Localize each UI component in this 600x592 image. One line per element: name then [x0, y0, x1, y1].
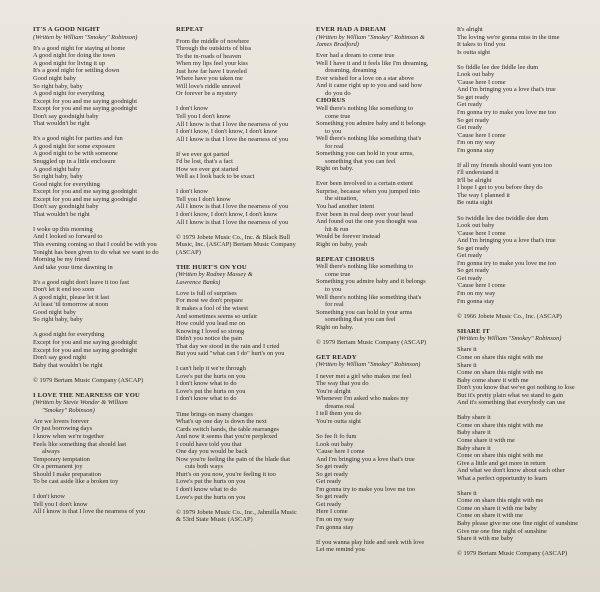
- lyric-line: A good night baby: [33, 165, 81, 173]
- lyric-line: to you: [325, 127, 342, 135]
- lyric-line: And I'm bringing you a love that's true: [457, 86, 556, 94]
- lyric-line: Love's put the hurts on you: [176, 478, 246, 486]
- lyric-line: Surprise, because when you jumped into: [316, 187, 420, 195]
- lyric-line: for real: [325, 142, 344, 150]
- verse: [457, 490, 597, 543]
- lyric-line: I don't know, I don't know, I don't know: [176, 210, 278, 218]
- lyric-line: How could you lead me on: [176, 320, 246, 328]
- song-credit: (Written by William "Smokey" Robinson &: [316, 33, 425, 41]
- lyric-line: Love's put the hurts on you: [176, 372, 246, 380]
- lyric-line: Feels like something that should last: [33, 440, 127, 448]
- lyric-line: You're outta sight: [316, 417, 361, 425]
- lyric-line: And it came right up to you and said how: [316, 82, 422, 90]
- lyric-line: something that you can feel: [325, 316, 396, 324]
- verse: [33, 226, 173, 271]
- lyric-line: I could have told you that: [176, 440, 242, 448]
- lyric-line: Share it: [457, 346, 477, 354]
- lyric-line: So fee fi fo fum: [316, 433, 357, 440]
- lyric-line: If we ever got parted: [176, 150, 230, 158]
- lyric-line: Or forever be a mystery: [176, 90, 238, 98]
- lyrics-column-3: [316, 26, 456, 554]
- lyric-line: At least 'til tomorrow at noon: [33, 301, 109, 309]
- lyric-line: Right on baby, yeah: [316, 240, 368, 248]
- lyric-line: Come share it with me: [457, 437, 515, 444]
- lyric-line: Or just borrowing days: [33, 425, 93, 433]
- lyric-line: Come on share it with me: [457, 512, 523, 520]
- lyric-line: I'm on my way: [316, 516, 355, 524]
- lyric-line: I don't know: [176, 105, 209, 113]
- lyric-line: Well there's nothing like something that's: [316, 135, 422, 143]
- lyric-line: But it's pretty plain what we stand to gain: [457, 391, 564, 399]
- lyric-line: come true: [325, 270, 351, 278]
- lyric-line: It'll be alright: [457, 176, 492, 184]
- lyric-line: This evening coming so that I could be with you: [33, 240, 157, 248]
- copyright-line: © 1979 Jobete Music Co., Inc. & Black Bull: [176, 233, 291, 241]
- lyric-line: Well as I look back to be exact: [176, 173, 255, 181]
- lyric-line: Get ready: [457, 124, 483, 132]
- lyric-line: It's a good night for settling down: [33, 67, 120, 75]
- section-heading: CHORUS: [316, 97, 346, 105]
- lyric-line: Or a permanent joy: [33, 463, 83, 471]
- verse: [33, 493, 173, 516]
- lyric-line: That day we stood in the rain and I cried: [176, 342, 280, 350]
- lyric-line: Temporary temptation: [33, 455, 90, 463]
- verse: [33, 279, 173, 324]
- copyright-line: Music, Inc. (ASCAP) Bertam Music Company: [176, 241, 296, 249]
- lyric-line: I don't know what to do: [176, 380, 237, 388]
- lyric-line: Come on share this night with me: [457, 354, 544, 362]
- lyric-line: the situation,: [325, 195, 359, 203]
- lyric-line: Tonight has been given to do what we want to do: [33, 248, 159, 256]
- lyric-line: So get ready: [316, 463, 348, 471]
- lyric-line: Don't you know that we've got nothing to lose: [457, 384, 575, 392]
- song-credit: (Written by Rodney Massey &: [176, 271, 253, 279]
- lyric-line: 'Cause here I come: [457, 229, 506, 237]
- lyric-line: Get ready: [316, 500, 342, 508]
- lyric-line: Get ready: [316, 478, 342, 486]
- verse: [457, 26, 597, 56]
- lyric-line: come true: [325, 112, 351, 120]
- lyric-line: dreams real: [325, 402, 355, 410]
- lyric-line: One day you would be back: [176, 448, 248, 456]
- lyric-line: I don't know, I don't know, I don't know: [176, 128, 278, 136]
- lyric-line: Share it: [457, 489, 477, 497]
- lyric-line: Don't say goodnight baby: [33, 112, 99, 120]
- lyric-line: Get ready: [457, 274, 483, 282]
- song-title: GET READY: [316, 353, 357, 361]
- lyric-line: Get ready: [457, 252, 483, 260]
- lyric-line: I don't know: [176, 188, 209, 196]
- lyric-line: Knowing I loved so strong: [176, 327, 245, 335]
- lyric-line: I never met a girl who makes me feel: [316, 372, 412, 380]
- song-credit: "Smokey" Robinson): [42, 406, 95, 414]
- lyric-line: Didn't you notice the pain: [176, 335, 243, 343]
- verse: [176, 151, 316, 181]
- lyric-line: Right on baby.: [316, 323, 354, 331]
- lyric-line: It's a good night for parties and fun: [33, 135, 123, 143]
- verse: [316, 539, 456, 554]
- lyric-line: A good night for doing the town: [33, 52, 116, 60]
- song-title: THE HURT'S ON YOU: [176, 263, 247, 271]
- lyric-line: And sometimes seems so unfair: [176, 312, 258, 320]
- verse: [176, 365, 316, 403]
- lyric-line: A good night for some exposure: [33, 142, 116, 150]
- lyric-line: for real: [325, 301, 344, 309]
- lyric-line: And what we don't know about each other: [457, 467, 565, 475]
- lyric-line: Something you can hold in your arms,: [316, 150, 414, 158]
- verse: [33, 331, 173, 369]
- song-title: IT'S A GOOD NIGHT: [33, 26, 100, 33]
- lyric-line: Look out baby: [457, 222, 495, 230]
- lyric-line: If you wanna play hide and seek with love: [316, 538, 425, 546]
- lyric-line: Well I have it and it feels like I'm dreaming,: [316, 59, 429, 67]
- verse: [33, 45, 173, 128]
- lyric-line: cuts both ways: [185, 463, 223, 471]
- lyric-line: And found out the one you thought was: [316, 218, 418, 226]
- verse: [457, 64, 597, 155]
- lyric-line: I'm gonna try to make you love me too: [316, 485, 416, 493]
- lyric-line: Share it with me baby: [457, 535, 514, 543]
- lyric-line: Would be forever instead: [316, 233, 381, 241]
- lyric-line: It's alright: [457, 26, 483, 33]
- lyric-line: Give a little and get more in return: [457, 459, 546, 467]
- lyric-line: Ever been in real deep over your head: [316, 210, 414, 218]
- verse: [176, 38, 316, 98]
- lyric-line: Baby share it: [457, 444, 491, 452]
- lyric-line: That wouldn't be right: [33, 210, 90, 218]
- lyric-line: Good night baby: [33, 308, 76, 316]
- lyric-line: Will love's riddle unravel: [176, 82, 241, 90]
- copyright-notice: [176, 509, 316, 524]
- lyric-line: hit & run: [325, 225, 349, 233]
- lyric-line: For most we don't prepare: [176, 297, 243, 305]
- lyric-line: Morning be my friend: [33, 256, 90, 264]
- lyric-line: So right baby, baby: [33, 173, 83, 181]
- lyric-line: All I know is that I love the nearness of you: [176, 203, 289, 211]
- verse: [316, 180, 456, 248]
- lyric-line: Give me one fine night of sunshine: [457, 527, 547, 535]
- song-credit: (Written by William "Smokey" Robinson): [316, 361, 421, 369]
- lyric-line: What a perfect opportunity to learn: [457, 474, 547, 482]
- lyric-line: A good night for everything: [33, 331, 105, 339]
- lyric-line: Come on share this night with me: [457, 421, 544, 429]
- lyric-line: I hope I get to you before they do: [457, 184, 543, 192]
- lyric-line: Cards switch hands, the table rearranges: [176, 425, 279, 433]
- lyric-line: The way that you do: [316, 380, 369, 388]
- lyric-line: Something you admire baby and it belongs: [316, 120, 426, 128]
- lyric-line: That wouldn't be right: [33, 120, 90, 128]
- verse: [33, 135, 173, 218]
- lyric-line: Get ready: [457, 101, 483, 109]
- lyric-line: You're alright: [316, 387, 351, 395]
- lyric-line: So right baby, baby: [33, 82, 83, 90]
- verse: [176, 105, 316, 143]
- lyric-line: Tell you I don't know: [176, 112, 231, 120]
- lyric-line: Ever had a dream to come true: [316, 52, 395, 60]
- song-credit: Lawrence Banks): [176, 278, 221, 286]
- copyright-line: © 1979 Jobete Music Co., Inc., Jahmilla Music: [176, 508, 297, 516]
- lyric-line: Right on baby.: [316, 165, 354, 173]
- lyric-line: I'm gonna stay: [457, 146, 495, 154]
- lyric-line: 'Cause here I come: [457, 131, 506, 139]
- lyric-line: I'm gonna stay: [316, 523, 354, 531]
- lyric-line: Come on share this night with me: [457, 452, 544, 460]
- lyric-line: Except for you and me saying goodnight: [33, 97, 138, 105]
- lyric-line: do you do: [325, 89, 351, 97]
- song-credit: (Written by William "Smokey" Robinson): [33, 33, 138, 41]
- lyric-line: I don't know: [33, 493, 66, 501]
- lyric-line: Love's put the hurts on you: [176, 493, 246, 501]
- lyric-line: 'Cause here I come: [457, 78, 506, 86]
- lyric-line: And I looked so forward to: [33, 233, 103, 241]
- lyric-line: So get ready: [457, 244, 489, 252]
- lyric-line: Be outta sight: [457, 199, 493, 207]
- copyright-notice: © 1979 Bertam Music Company (ASCAP): [316, 338, 427, 346]
- lyric-line: Are we lovers forever: [33, 417, 89, 425]
- lyric-line: Tell you I don't know: [33, 500, 88, 508]
- lyric-line: A good night to be with someone: [33, 150, 118, 158]
- lyric-line: something that you can feel: [325, 157, 396, 165]
- verse: [316, 373, 456, 426]
- lyric-line: And take your time dawning in: [33, 263, 113, 271]
- verse: [316, 52, 456, 97]
- lyric-line: Love is full of surprises: [176, 289, 237, 297]
- lyric-line: Love's put the hurts on you: [176, 387, 246, 395]
- lyric-line: Come on share it with me baby: [457, 504, 537, 512]
- lyric-line: I tell them you do: [316, 410, 362, 418]
- lyric-line: Come on share this night with me: [457, 497, 544, 505]
- copyright-notice: © 1979 Bertam Music Company (ASCAP): [33, 376, 144, 384]
- lyric-line: To be cast aside like a broken toy: [33, 478, 119, 486]
- song-title: I LOVE THE NEARNESS OF YOU: [33, 391, 140, 399]
- lyric-line: So get ready: [457, 93, 489, 101]
- chorus: [316, 105, 456, 173]
- lyric-line: Snuggled up in a little enclosure: [33, 158, 116, 165]
- lyric-line: Except for you and me saying goodnight: [33, 188, 138, 196]
- lyric-line: So get ready: [457, 116, 489, 124]
- lyric-line: Whenever I'm asked who makes my: [316, 395, 409, 403]
- lyric-line: So right baby, baby: [33, 316, 83, 324]
- lyric-line: If all my friends should want you too: [457, 161, 552, 169]
- verse: [316, 433, 456, 531]
- copyright-notice: [176, 234, 316, 257]
- lyric-line: Good night for everything: [33, 180, 100, 188]
- lyric-line: But you said "what can I do" hurt's on you: [176, 350, 285, 358]
- lyric-line: Good night baby: [33, 75, 76, 83]
- lyric-line: A good night, please let it last: [33, 293, 110, 301]
- lyric-line: I'm gonna stay: [457, 297, 495, 305]
- lyric-line: A good night for everything: [33, 90, 105, 98]
- lyric-line: What's up one day is down the next: [176, 418, 267, 426]
- lyric-line: So get ready: [316, 470, 348, 478]
- lyrics-column-4: [457, 26, 597, 558]
- lyric-line: And I'm bringing you a love that's true: [316, 455, 415, 463]
- lyric-line: Baby please give me one fine night of sunshine: [457, 519, 579, 527]
- lyric-line: All I know is that I love the nearness of you: [176, 135, 289, 143]
- lyric-line: To the in-roads of heaven: [176, 52, 242, 60]
- lyric-line: Here I come: [316, 508, 348, 516]
- verse: [33, 418, 173, 486]
- lyric-line: Look out baby: [316, 440, 354, 448]
- lyric-line: I'm on my way: [457, 139, 496, 147]
- lyric-line: And I'm bringing you a love that's true: [457, 237, 556, 245]
- lyric-line: Except for you and me saying goodnight: [33, 346, 138, 354]
- lyric-line: Tell you I don't know: [176, 195, 231, 203]
- lyric-line: dreaming, dreaming: [325, 67, 377, 75]
- song-credit: (Written by William "Smokey" Robinson): [457, 335, 562, 343]
- lyric-line: So get ready: [457, 267, 489, 275]
- lyric-line: Where have you taken me: [176, 75, 243, 83]
- lyric-line: Except for you and me saying goodnight: [33, 338, 138, 346]
- lyric-line: The loving we're gonna miss in the time: [457, 33, 560, 41]
- verse: [457, 346, 597, 406]
- lyric-line: You had another intent: [316, 203, 375, 211]
- lyric-line: Just how far have I traveled: [176, 67, 247, 75]
- lyric-line: I'm gonna try to make you love me too: [457, 259, 557, 267]
- lyric-line: always: [42, 448, 60, 456]
- lyric-line: All I know is that I love the nearness of you: [176, 218, 289, 226]
- lyric-line: Now you're feeling the pain of the blade that: [176, 455, 291, 463]
- lyric-line: All I know is that I love the nearness of you: [33, 508, 146, 516]
- lyric-line: I don't know what to do: [176, 395, 237, 403]
- verse: [457, 215, 597, 306]
- verse: [176, 290, 316, 358]
- verse: [457, 414, 597, 482]
- lyric-line: Look out baby: [457, 71, 495, 79]
- lyric-line: It's a good night for staying at home: [33, 44, 126, 52]
- lyric-line: So twiddle lee dee twiddle dee dum: [457, 214, 549, 222]
- lyric-line: It makes a fool of the wisest: [176, 304, 249, 312]
- lyric-line: So fiddle lee dee fiddle lee dum: [457, 63, 539, 71]
- lyric-line: I'm on my way: [457, 290, 496, 297]
- lyric-line: Except for you and me saying goodnight: [33, 195, 138, 203]
- lyric-line: A good night for living it up: [33, 59, 106, 67]
- section-heading: REPEAT: [176, 26, 204, 33]
- lyric-line: And now it seems that you're perplexed: [176, 433, 278, 441]
- lyric-line: Well there's nothing like something to: [316, 104, 414, 112]
- lyric-line: And it's something that everybody can use: [457, 399, 566, 407]
- copyright-notice: © 1966 Jobete Music Co., Inc. (ASCAP): [457, 312, 562, 320]
- lyric-line: Baby come share it with me: [457, 376, 529, 384]
- lyric-line: Let me remind you: [316, 546, 365, 554]
- verse: [457, 162, 597, 207]
- lyrics-column-2: [176, 26, 316, 524]
- verse: [176, 188, 316, 226]
- lyric-line: Don't let it end too soon: [33, 286, 95, 294]
- lyric-line: 'Cause here I come: [457, 282, 506, 290]
- copyright-notice: © 1979 Bertam Music Company (ASCAP): [457, 550, 568, 558]
- lyric-line: The way I planned it: [457, 191, 510, 199]
- chorus: [316, 263, 456, 331]
- lyric-line: Is outta sight: [457, 48, 491, 56]
- lyric-line: Well there's nothing like something that's: [316, 293, 422, 301]
- lyric-line: I'll understand it: [457, 169, 499, 177]
- lyric-line: Baby share it: [457, 429, 491, 437]
- lyric-line: Don't say good night: [33, 354, 87, 362]
- lyric-line: Ever been involved to a certain extent: [316, 180, 413, 188]
- lyric-line: Share it: [457, 361, 477, 369]
- lyric-line: Should I make preparation: [33, 470, 101, 478]
- lyric-line: Except for you and me saying goodnight: [33, 105, 138, 113]
- lyric-line: Hurt's on you now, you're feeling it too: [176, 470, 276, 478]
- lyric-line: Baby share it: [457, 414, 491, 422]
- lyric-line: It takes to find you: [457, 41, 506, 49]
- copyright-line: & 53rd State Music (ASCAP): [176, 516, 253, 524]
- copyright-line: (ASCAP): [176, 248, 201, 256]
- lyric-line: Ever wished for a love on a star above: [316, 74, 414, 82]
- song-credit: (Written by Stevie Wonder & William: [33, 399, 128, 407]
- lyric-line: Time brings on many changes: [176, 410, 253, 418]
- lyric-line: How we ever got started: [176, 165, 239, 173]
- lyric-line: I know when we're together: [33, 432, 105, 440]
- lyric-line: Something you can hold in your arms: [316, 308, 413, 316]
- lyric-line: Don't say goodnight baby: [33, 203, 99, 211]
- lyric-line: Baby that wouldn't be right: [33, 361, 103, 369]
- lyric-line: I don't know what to do: [176, 485, 237, 493]
- lyric-line: When my lips feel your kiss: [176, 60, 248, 68]
- section-heading: REPEAT CHORUS: [316, 255, 375, 263]
- lyric-line: 'Cause here I come: [316, 448, 365, 456]
- lyric-line: to you: [325, 286, 342, 293]
- lyric-line: So get ready: [316, 493, 348, 501]
- lyric-line: I woke up this morning: [33, 225, 93, 233]
- lyric-line: It's a good night don't leave it too fast: [33, 278, 130, 286]
- lyric-line: I'd be lost, that's a fact: [176, 158, 233, 166]
- song-title: SHARE IT: [457, 327, 490, 335]
- song-title: EVER HAD A DREAM: [316, 26, 387, 33]
- song-credit: James Bradford): [316, 40, 359, 48]
- lyric-line: Something you admire baby and it belongs: [316, 278, 426, 286]
- lyric-line: I can't help it we're through: [176, 365, 246, 373]
- lyric-line: Well there's nothing like something to: [316, 263, 414, 271]
- lyric-line: All I know is that I love the nearness of you: [176, 120, 289, 128]
- lyric-line: From the middle of nowhere: [176, 37, 250, 45]
- verse: [176, 411, 316, 502]
- lyrics-column-1: [33, 26, 173, 516]
- lyric-line: I'm gonna try to make you love me too: [457, 108, 557, 116]
- lyric-line: Come on share this night with me: [457, 369, 544, 377]
- lyric-line: Through the outskirts of bliss: [176, 45, 252, 53]
